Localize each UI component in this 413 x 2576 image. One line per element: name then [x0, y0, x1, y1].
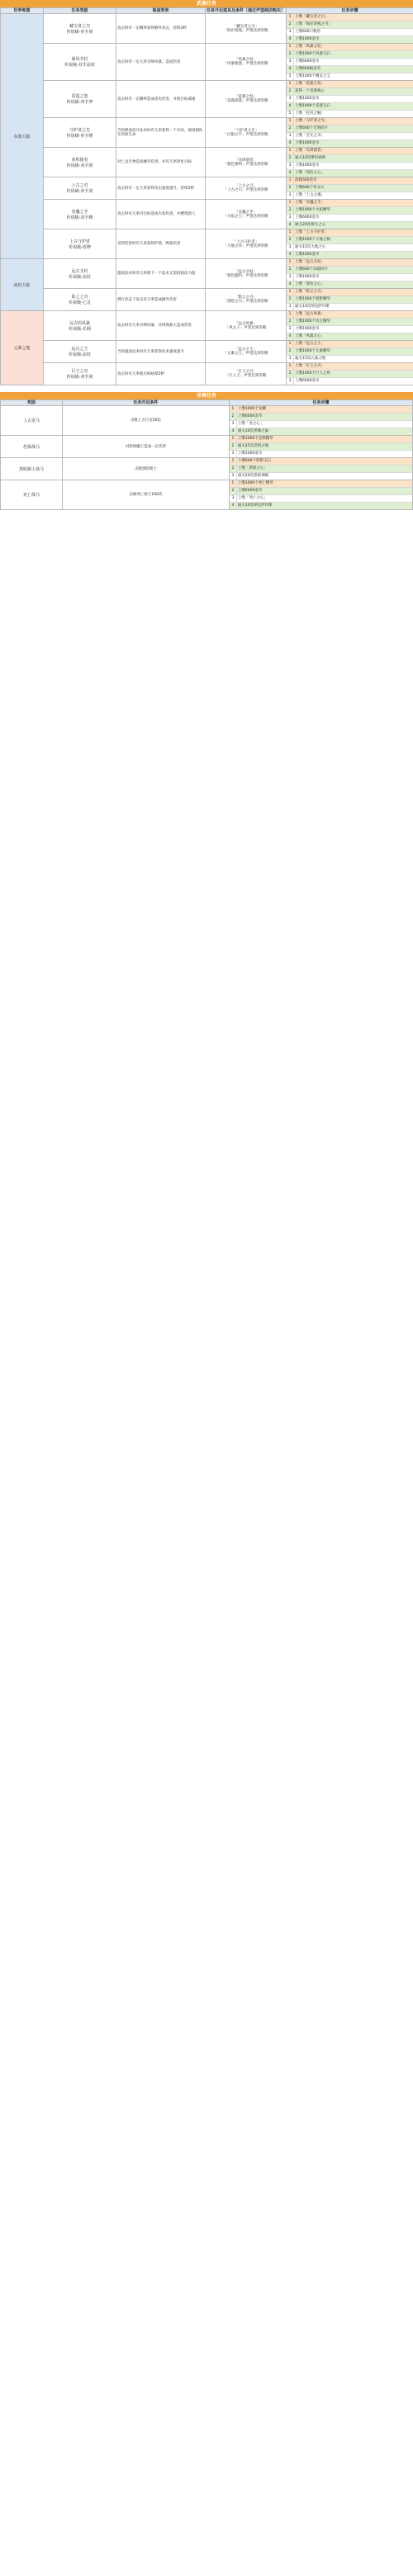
effect-cell: 攻击时有几率召唤风暴，对周围敌人造成伤害	[116, 311, 206, 341]
task-step	[287, 192, 413, 199]
reward-cell: 影之之刃 传说级-匕首	[44, 289, 116, 311]
task-step	[230, 488, 412, 495]
task-step-number: 4	[287, 103, 294, 110]
task-step	[287, 29, 413, 36]
header-effect: 装备效果	[116, 8, 206, 14]
eq-reward-cell: 恐惧战马	[1, 436, 63, 458]
task-step-number: 1	[287, 341, 294, 347]
task-steps	[287, 177, 413, 200]
task-step-text: 上缴「上古守护者」	[295, 230, 329, 234]
equipment-section-title: 坐骑任务	[0, 392, 413, 399]
task-step-text: 上缴1000金币	[295, 163, 320, 168]
task-step-number: 2	[287, 296, 294, 303]
task-steps	[229, 406, 412, 436]
task-step-number: 1	[287, 229, 294, 236]
effect-cell: 攻击时有一定概率造成雷电伤害，并使目标减速	[116, 81, 206, 118]
unlock-cell: 「风暴之杖」 「风暴要塞」声望达到崇敬	[206, 44, 287, 81]
task-step-text: 上缴「纯洁之心」	[295, 171, 325, 175]
task-step-number: 2	[287, 88, 294, 95]
weapon-row	[1, 14, 413, 44]
task-step-text: 上缴1000金币	[295, 327, 320, 331]
task-step-text: 上缴「死亡之心」	[237, 496, 268, 500]
task-steps	[287, 44, 413, 81]
task-step-number: 3	[287, 378, 294, 385]
task-step	[287, 103, 413, 111]
region-cell: 东部大陆	[1, 14, 44, 259]
task-step-number: 4	[287, 252, 294, 258]
task-step-text: 上缴1000金币	[295, 253, 320, 257]
task-step-number: 3	[230, 495, 237, 502]
task-step	[287, 177, 413, 185]
reward-cell: 巨王之刃 传说级-双手剑	[44, 363, 116, 385]
task-step-number: 4	[287, 222, 294, 229]
task-step-number: 4	[230, 428, 237, 435]
task-step-number: 2	[230, 466, 237, 472]
task-steps	[229, 458, 412, 480]
task-step-number: 2	[287, 21, 294, 28]
task-step	[230, 466, 412, 473]
task-step-text: 上缴「炎魔之手」	[295, 201, 325, 205]
header-reward: 任务奖励	[44, 8, 116, 14]
task-step-text: 上缴「黑暗之心」	[237, 466, 268, 470]
task-step	[230, 443, 412, 451]
unlock-cell: 「炎魔之手」 「火焰之王」声望达到崇敬	[206, 200, 287, 229]
task-steps	[229, 436, 412, 458]
task-step-number: 2	[287, 237, 294, 243]
reward-cell: 远古的风暴 传说级-长柄	[44, 311, 116, 341]
task-steps	[287, 259, 413, 289]
task-step-number: 3	[287, 163, 294, 169]
weapon-row	[1, 259, 413, 289]
task-step	[287, 21, 413, 29]
task-step-text: 上缴600个光明碎片	[295, 126, 329, 130]
task-step	[287, 229, 413, 237]
unlock-cell: 「远古之王」 「元素之王」声望达到崇敬	[206, 341, 287, 363]
task-step-text: 上缴1000个精灵之尘	[295, 74, 330, 78]
weapon-row	[1, 363, 413, 385]
task-step	[230, 480, 412, 488]
task-step-number: 1	[230, 480, 237, 487]
weapon-row	[1, 177, 413, 200]
equipment-row	[1, 458, 413, 480]
task-step-number: 4	[287, 66, 294, 73]
eq-unlock-cell: 击败上古巨龙50次	[62, 406, 229, 436]
task-step-text: 上缴「巨王之刃」	[295, 364, 325, 368]
effect-cell: 攻击时有一定概率获得额外攻击，持续3秒	[116, 14, 206, 44]
task-step-number: 3	[230, 421, 237, 428]
task-steps	[287, 363, 413, 385]
task-steps	[287, 118, 413, 148]
task-step-text: 通关20次熔火之心	[295, 223, 326, 227]
weapon-row	[1, 311, 413, 341]
eq-reward-cell: 上古龙马	[1, 406, 63, 436]
task-step	[287, 44, 413, 51]
task-step	[287, 51, 413, 59]
task-step-number: 3	[287, 29, 294, 35]
task-step-number: 3	[230, 473, 237, 480]
task-step-text: 上缴「风暴之心」	[295, 334, 325, 338]
weapon-section-title: 武器任务	[0, 0, 413, 7]
task-step-number: 1	[230, 406, 237, 413]
task-step	[287, 88, 413, 96]
task-step-text: 上缴6000金币	[237, 489, 263, 493]
task-step-number: 3	[287, 244, 294, 251]
task-step-text: 获得一个雷霆核心	[295, 89, 325, 93]
task-step-number: 2	[287, 51, 294, 58]
task-step-text: 上缴1000金币	[295, 275, 320, 279]
effect-cell: 当你释放治疗法术时有几率获得一个光环，使周围队友回复生命	[116, 118, 206, 148]
region-cell: 元素之地	[1, 311, 44, 385]
task-step-text: 上缴600个冰霜碎片	[295, 267, 329, 272]
reward-cell: 暴风节杖 传说级-双手法杖	[44, 44, 116, 81]
reward-cell: 炎魔之手 传说级-双手锤	[44, 200, 116, 229]
eq-reward-cell: 死亡战马	[1, 480, 63, 510]
task-step-number: 2	[287, 155, 294, 162]
task-step	[287, 222, 413, 229]
task-step-text: 上缴1000个龙鳞	[237, 407, 266, 411]
task-step-number: 4	[287, 170, 294, 177]
task-step	[287, 363, 413, 371]
task-step	[287, 73, 413, 80]
task-step-text: 上缴「灰烬使者」	[295, 149, 325, 153]
task-step	[230, 473, 412, 480]
reward-cell: 守护者之光 传说级-单手锤	[44, 118, 116, 148]
task-step-text: 通关10次纳克萨玛斯	[295, 305, 330, 309]
unlock-cell: 「影之之刃」 「黑暗之刃」声望达到崇敬	[206, 289, 287, 311]
task-step-text: 上缴600根羽毛	[295, 67, 321, 71]
task-step-number: 1	[287, 311, 294, 318]
task-step-text: 消耗500金币	[295, 178, 317, 182]
eq-reward-cell: 黑暗骑士战马	[1, 458, 63, 480]
task-step-text: 通关10次斯坦索姆	[295, 156, 326, 160]
unlock-cell: 「巨王之刃」 「巨人王」声望达到崇敬	[206, 363, 287, 385]
task-step-number: 2	[287, 348, 294, 355]
task-step-number: 1	[287, 81, 294, 87]
task-step-number: 2	[287, 125, 294, 132]
task-step-number: 3	[287, 274, 294, 281]
task-step-number: 1	[287, 259, 294, 266]
task-step	[287, 267, 413, 274]
effect-cell: 攻击时有一定几率召唤风暴，造成伤害	[116, 44, 206, 81]
unlock-cell: 「灰烬使者」 「银色黎明」声望达到崇敬	[206, 148, 287, 177]
task-step	[287, 155, 413, 163]
task-step	[287, 319, 413, 326]
task-step-text: 上缴「风暴之杖」	[295, 45, 325, 49]
task-step-number: 2	[230, 414, 237, 420]
task-step-text: 上缴1000个巨人之骨	[295, 371, 330, 376]
reward-cell: 灰烬使者 传说级-双手剑	[44, 148, 116, 177]
task-step-number: 4	[287, 140, 294, 147]
task-step-text: 上缴1000个恐惧精华	[237, 437, 273, 441]
task-step	[230, 436, 412, 443]
task-steps	[229, 480, 412, 510]
task-step-number: 4	[287, 281, 294, 288]
task-step-number: 3	[287, 215, 294, 221]
task-step	[230, 414, 412, 421]
weapon-row	[1, 44, 413, 81]
task-step	[287, 281, 413, 288]
task-step-text: 上缴6000金币	[295, 379, 320, 383]
task-step	[287, 185, 413, 192]
task-step-text: 上缴1000个火焰精华	[295, 208, 330, 212]
task-step-number: 1	[287, 200, 294, 206]
task-step-number: 2	[287, 267, 294, 273]
task-step-number: 4	[230, 503, 237, 509]
task-step-number: 2	[230, 488, 237, 494]
weapon-row	[1, 81, 413, 118]
task-step	[287, 289, 413, 296]
reward-cell: 雷霆之怒 传说级-双手斧	[44, 81, 116, 118]
equipment-table-body	[1, 406, 413, 510]
task-step-number: 1	[287, 14, 294, 21]
task-step	[230, 421, 412, 428]
task-step	[287, 348, 413, 356]
task-step-number: 3	[287, 304, 294, 310]
task-step	[287, 356, 413, 362]
unlock-cell: 「远古风暴」 「风之子」声望达到崇敬	[206, 311, 287, 341]
effect-cell: 对亡灵生物造成额外伤害，并有几率净化目标	[116, 148, 206, 177]
task-step	[287, 125, 413, 133]
task-step-number: 1	[287, 44, 294, 50]
task-step	[287, 207, 413, 215]
task-step-number: 2	[230, 443, 237, 450]
task-step	[287, 326, 413, 333]
task-step	[287, 66, 413, 73]
task-step-number: 2	[287, 371, 294, 377]
effect-cell: 潜行状态下攻击有几率造成额外伤害	[116, 289, 206, 311]
task-step	[287, 133, 413, 140]
eq-unlock-cell: 击败死亡骑士100次	[62, 480, 229, 510]
equipment-row	[1, 406, 413, 436]
task-step-number: 2	[287, 185, 294, 191]
task-step	[287, 111, 413, 117]
unlock-cell: 「守护者之光」 「白银之手」声望达到崇敬	[206, 118, 287, 148]
task-steps	[287, 14, 413, 44]
task-step-text: 通关15次恐惧之地	[237, 444, 269, 448]
task-step-number: 5	[287, 111, 294, 117]
task-step	[287, 252, 413, 258]
task-step-number: 3	[287, 192, 294, 199]
task-step-text: 通关15次大地之心	[295, 245, 326, 249]
task-step	[287, 333, 413, 340]
task-step-text: 上缴1000金币	[237, 451, 263, 456]
unlock-cell: 「上古守护者」 「大地之环」声望达到崇敬	[206, 229, 287, 259]
task-step	[230, 458, 412, 466]
eq-header-steps: 任务步骤	[229, 400, 412, 406]
task-step-text: 上缴6000金币	[295, 59, 320, 64]
task-step-text: 上缴1000金币	[295, 97, 320, 101]
task-step	[287, 215, 413, 222]
task-step	[287, 59, 413, 66]
task-step	[287, 341, 413, 348]
effect-cell: 攻击时有几率使目标眩晕2秒	[116, 363, 206, 385]
task-step	[287, 371, 413, 378]
weapon-row	[1, 200, 413, 229]
task-step-text: 上缴6000金币	[237, 414, 263, 418]
task-step-text: 上缴「远古圣杖」	[295, 260, 325, 264]
task-step-text: 上缴1000个雷霆宝石	[295, 104, 330, 108]
task-step	[287, 140, 413, 147]
task-step	[230, 451, 412, 457]
task-step-number: 1	[287, 289, 294, 295]
task-step-text: 上缴「影之之刃」	[295, 290, 325, 294]
reward-cell: 上古之刃 传说级-单手剑	[44, 177, 116, 200]
region-cell: 冰封大陆	[1, 259, 44, 311]
task-step-text: 上缴1000个暗影精华	[295, 297, 330, 301]
task-step	[287, 81, 413, 88]
task-step	[230, 495, 412, 503]
eq-unlock-cell: 击败黑暗骑士	[62, 458, 229, 480]
task-step-text: 上缴「远古之王」	[295, 342, 325, 346]
task-step	[230, 406, 412, 414]
task-step	[287, 148, 413, 155]
task-step-text: 上缴「寒冰之心」	[295, 282, 325, 286]
task-step-text: 通关10次黑翼之巢	[237, 429, 269, 433]
unlock-cell: 「藏宝者之刃」 「海岸客栈」声望达到崇敬	[206, 14, 287, 44]
task-steps	[287, 148, 413, 177]
task-step-text: 通关15次元素之地	[295, 357, 326, 361]
eq-unlock-cell: 对恐惧魔王造成一定伤害	[62, 436, 229, 458]
equipment-row	[1, 480, 413, 510]
task-step-text: 上缴1000个风暴宝石	[295, 52, 330, 56]
task-step-number: 1	[230, 436, 237, 442]
task-step	[230, 428, 412, 435]
task-step	[287, 200, 413, 207]
task-step-number: 5	[287, 73, 294, 80]
task-step-text: 上缴1000金币	[295, 141, 320, 145]
weapon-row	[1, 341, 413, 363]
task-step	[287, 237, 413, 244]
task-step-text: 上缴「守护者之光」	[295, 119, 329, 123]
task-step	[230, 503, 412, 509]
task-step-text: 上缴「远古风暴」	[295, 312, 325, 316]
task-step-text: 上缴600只帆鱼	[295, 30, 321, 34]
task-step	[287, 259, 413, 267]
task-steps	[287, 311, 413, 341]
task-step-number: 3	[287, 326, 294, 333]
task-step-text: 上缴6000金币	[295, 215, 320, 220]
header-unlock: 任务开启道具及条件（通过声望商店购买）	[206, 8, 286, 13]
task-step-number: 3	[287, 356, 294, 362]
task-step-text: 上缴「藏宝者之刃」	[295, 15, 329, 19]
equipment-section	[0, 392, 413, 510]
unlock-cell: 「远古圣杖」 「银色盟约」声望达到崇敬	[206, 259, 287, 289]
task-step	[287, 304, 413, 310]
task-step-number: 1	[287, 177, 294, 184]
task-step-text: 上缴「雷霆之怒」	[295, 82, 325, 86]
task-step-number: 3	[287, 59, 294, 65]
task-step-number: 4	[287, 36, 294, 43]
task-step	[287, 36, 413, 43]
weapon-table-header-row	[1, 8, 413, 14]
equipment-table-header-row	[1, 400, 413, 406]
reward-cell: 远古之王 传说级-法杖	[44, 341, 116, 363]
task-step-number: 2	[287, 319, 294, 325]
task-step-number: 1	[287, 148, 294, 154]
task-step-number: 1	[287, 363, 294, 370]
task-step-text: 上缴1000金币	[295, 37, 320, 41]
task-step-number: 1	[287, 118, 294, 125]
task-step-text: 上缴「海岸客栈之刃」	[295, 22, 332, 26]
effect-cell: 攻击时有一定几率获得攻击速度提升，持续5秒	[116, 177, 206, 200]
weapon-row	[1, 118, 413, 148]
weapon-table	[0, 7, 413, 385]
reward-cell: 上古守护者 传说级-盾牌	[44, 229, 116, 259]
header-region: 世界地图	[1, 8, 44, 14]
task-step-number: 2	[287, 207, 294, 214]
task-step	[287, 311, 413, 319]
task-step-text: 上缴600个暗影宝石	[237, 459, 271, 463]
eq-header-reward: 奖励	[1, 400, 63, 406]
weapon-row	[1, 229, 413, 259]
task-step-number: 3	[230, 451, 237, 457]
weapon-table-body	[1, 14, 413, 385]
task-steps	[287, 229, 413, 259]
task-step	[287, 274, 413, 281]
task-step-text: 上缴600个符文石	[295, 186, 325, 190]
equipment-table	[0, 399, 413, 510]
task-steps	[287, 200, 413, 229]
task-step-number: 1	[230, 458, 237, 465]
weapon-row	[1, 148, 413, 177]
task-step	[287, 118, 413, 125]
weapon-row	[1, 289, 413, 311]
task-step-text: 通关10次纳克萨玛斯	[237, 503, 273, 508]
eq-header-unlock: 任务开启条件	[62, 400, 229, 406]
reward-cell: 藏宝者之刃 传说级-单手剑	[44, 14, 116, 44]
equipment-row	[1, 436, 413, 458]
task-step	[287, 170, 413, 177]
task-steps	[287, 81, 413, 118]
task-step-number: 3	[287, 133, 294, 139]
effect-cell: 当你施放法术时有几率获得法术强度提升	[116, 341, 206, 363]
task-step-text: 上缴「圣光之书」	[295, 134, 325, 138]
task-steps	[287, 289, 413, 311]
task-step-text: 上缴1000个元素精华	[295, 349, 330, 353]
task-step	[287, 378, 413, 385]
task-step-number: 3	[287, 96, 294, 102]
task-step-text: 上缴1000个死亡精华	[237, 481, 273, 485]
task-step-text: 上缴「狂风之触」	[295, 111, 325, 116]
task-step-number: 4	[287, 333, 294, 340]
effect-cell: 受到伤害时有几率获得护盾，吸收伤害	[116, 229, 206, 259]
task-step-text: 上缴「上古之魂」	[295, 193, 325, 197]
task-step-text: 上缴1000个风之精华	[295, 319, 330, 324]
task-step-text: 通关20次黑暗神殿	[237, 474, 269, 478]
unlock-cell: 「上古之刃」 「上古之刃」声望达到崇敬	[206, 177, 287, 200]
task-steps	[287, 341, 413, 363]
task-step	[287, 163, 413, 170]
unlock-cell: 「雷霆之怒」 「雷霆部落」声望达到崇敬	[206, 81, 287, 118]
task-step	[287, 96, 413, 103]
header-steps: 任务步骤	[287, 8, 413, 14]
task-step	[287, 14, 413, 21]
task-step-text: 上缴「龙之心」	[237, 422, 264, 426]
task-step	[287, 296, 413, 304]
effect-cell: 施放法术时有几率使下一个法术无需消耗法力值	[116, 259, 206, 289]
reward-cell: 远古圣杖 传说级-法杖	[44, 259, 116, 289]
weapon-section	[0, 0, 413, 385]
task-step-text: 上缴1000个大地之核	[295, 238, 330, 242]
task-step	[287, 244, 413, 252]
effect-cell: 攻击时有几率对目标造成火焰伤害，并燃烧敌人	[116, 200, 206, 229]
